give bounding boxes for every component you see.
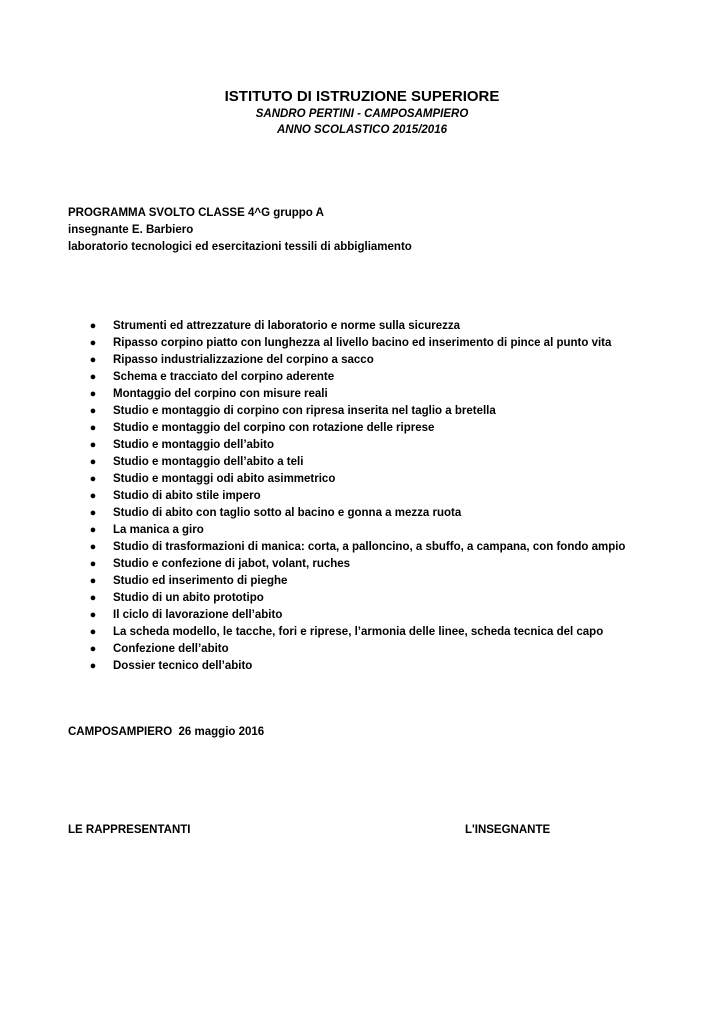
- list-item: [85, 454, 625, 471]
- list-item-text: Ripasso industrializzazione del corpino a sacco: [113, 354, 374, 366]
- bullet-icon: ●: [89, 626, 97, 638]
- list-item-text: Studio ed inserimento di pieghe: [113, 575, 288, 587]
- list-item: [85, 590, 625, 607]
- bullet-icon: ●: [89, 558, 97, 570]
- school-year: ANNO SCOLASTICO 2015/2016: [276, 124, 447, 136]
- program-subject-line: laboratorio tecnologici ed esercitazioni tessili di abbigliamento: [68, 241, 412, 253]
- list-item-text: Studio e montaggio di corpino con ripresa inserita nel taglio a bretella: [113, 405, 496, 417]
- list-item: [85, 641, 625, 658]
- bullet-icon: ●: [89, 422, 97, 434]
- list-item: [85, 437, 625, 454]
- program-info: [68, 205, 412, 256]
- representatives-signature-label: LE RAPPRESENTANTI: [68, 824, 191, 836]
- list-item-text: Studio e montaggio del corpino con rotazione delle riprese: [113, 422, 435, 434]
- bullet-icon: ●: [89, 575, 97, 587]
- bullet-icon: ●: [89, 660, 97, 672]
- teacher-signature-label: L'INSEGNANTE: [465, 824, 551, 836]
- list-item-text: Dossier tecnico dell’abito: [113, 660, 253, 672]
- list-item-text: La scheda modello, le tacche, fori e riprese, l’armonia delle linee, scheda tecnica del capo: [113, 626, 604, 638]
- bullet-icon: ●: [89, 490, 97, 502]
- document-header: [0, 87, 724, 138]
- list-item: [85, 505, 625, 522]
- list-item: [85, 352, 625, 369]
- list-item-text: La manica a giro: [113, 524, 204, 536]
- list-item: [85, 471, 625, 488]
- program-class-line: PROGRAMMA SVOLTO CLASSE 4^G gruppo A: [68, 207, 324, 219]
- list-item-text: Confezione dell’abito: [113, 643, 229, 655]
- list-item: [85, 403, 625, 420]
- bullet-icon: ●: [89, 473, 97, 485]
- institute-title: ISTITUTO DI ISTRUZIONE SUPERIORE: [224, 88, 500, 105]
- list-item-text: Studio e montaggio dell’abito a teli: [113, 456, 304, 468]
- topics-list: [85, 318, 625, 675]
- list-item: [85, 488, 625, 505]
- bullet-icon: ●: [89, 354, 97, 366]
- bullet-icon: ●: [89, 388, 97, 400]
- list-item: [85, 607, 625, 624]
- bullet-icon: ●: [89, 643, 97, 655]
- list-item: [85, 573, 625, 590]
- list-item: [85, 556, 625, 573]
- list-item: [85, 420, 625, 437]
- bullet-icon: ●: [89, 337, 97, 349]
- list-item-text: Studio di abito stile impero: [113, 490, 261, 502]
- list-item: [85, 386, 625, 403]
- program-teacher-line: insegnante E. Barbiero: [68, 224, 194, 236]
- place-date: CAMPOSAMPIERO 26 maggio 2016: [68, 726, 265, 738]
- list-item-text: Il ciclo di lavorazione dell’abito: [113, 609, 283, 621]
- bullet-icon: ●: [89, 320, 97, 332]
- list-item-text: Studio di abito con taglio sotto al bacino e gonna a mezza ruota: [113, 507, 462, 519]
- list-item: [85, 522, 625, 539]
- list-item-text: Studio e montaggio dell’abito: [113, 439, 274, 451]
- list-item-text: Studio e montaggi odi abito asimmetrico: [113, 473, 336, 485]
- list-item: [85, 658, 625, 675]
- list-item-text: Studio e confezione di jabot, volant, ruches: [113, 558, 351, 570]
- bullet-icon: ●: [89, 371, 97, 383]
- bullet-icon: ●: [89, 405, 97, 417]
- list-item: [85, 539, 625, 556]
- bullet-icon: ●: [89, 456, 97, 468]
- bullet-icon: ●: [89, 507, 97, 519]
- bullet-icon: ●: [89, 524, 97, 536]
- list-item-text: Studio di trasformazioni di manica: corta, a palloncino, a sbuffo, a campana, con fondo ampio: [113, 541, 626, 553]
- bullet-icon: ●: [89, 609, 97, 621]
- list-item-text: Ripasso corpino piatto con lunghezza al livello bacino ed inserimento di pince al punto vita: [113, 337, 612, 349]
- school-name: SANDRO PERTINI - CAMPOSAMPIERO: [255, 108, 469, 120]
- list-item-text: Montaggio del corpino con misure reali: [113, 388, 328, 400]
- list-item-text: Studio di un abito prototipo: [113, 592, 264, 604]
- list-item: [85, 335, 625, 352]
- list-item: [85, 318, 625, 335]
- list-item: [85, 369, 625, 386]
- bullet-icon: ●: [89, 592, 97, 604]
- bullet-icon: ●: [89, 541, 97, 553]
- list-item-text: Schema e tracciato del corpino aderente: [113, 371, 335, 383]
- list-item-text: Strumenti ed attrezzature di laboratorio e norme sulla sicurezza: [113, 320, 461, 332]
- bullet-icon: ●: [89, 439, 97, 451]
- list-item: [85, 624, 625, 641]
